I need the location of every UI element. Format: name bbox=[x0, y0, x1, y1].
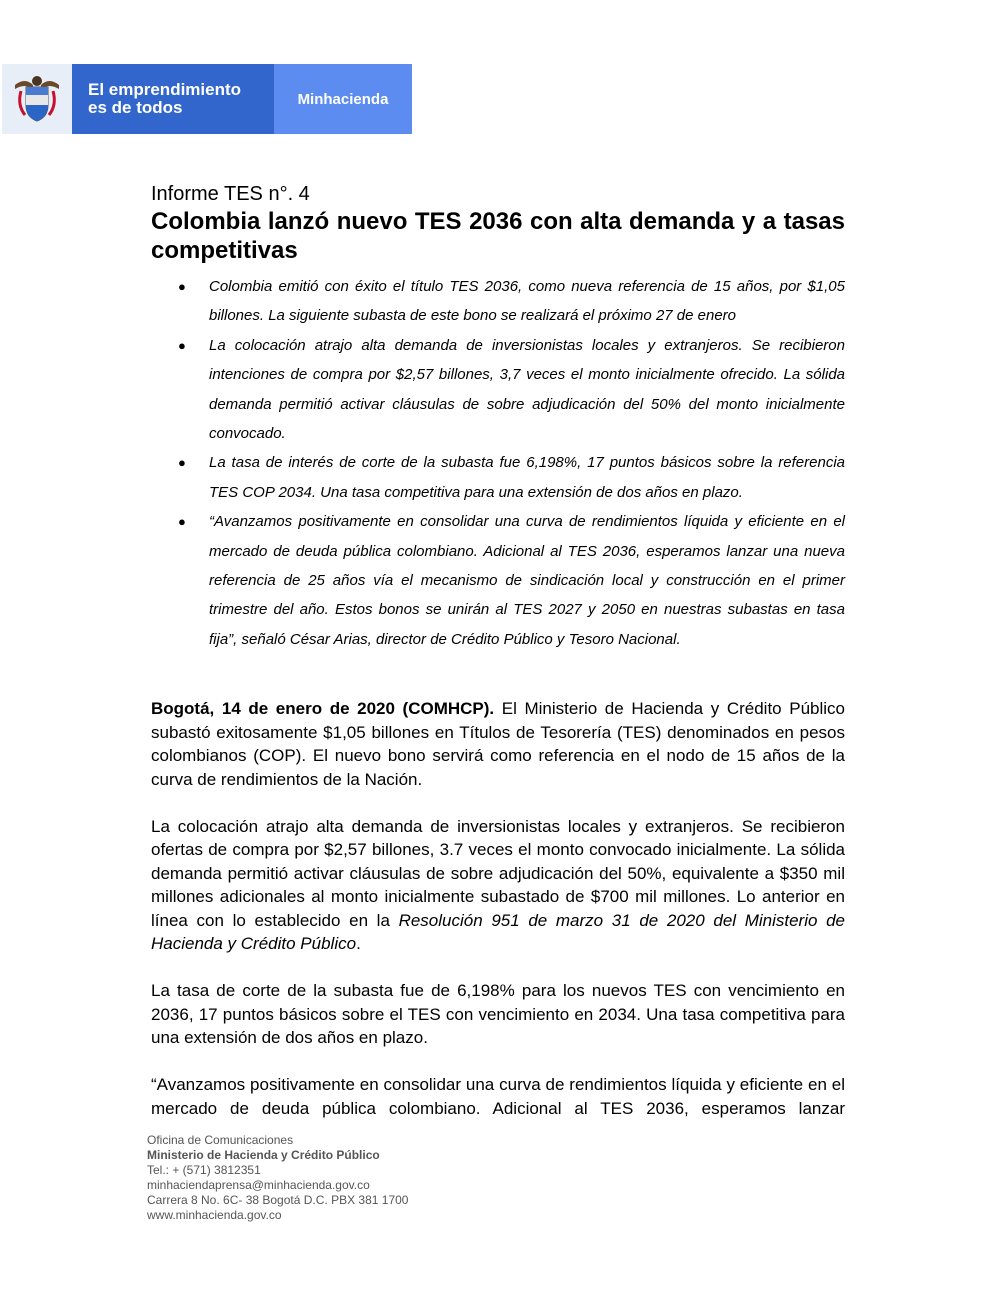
paragraph-1 bbox=[151, 697, 845, 791]
paragraph-2-text: La colocación atrajo alta demanda de inversionistas locales y extranjeros. Se recibieron ofertas de compra por $2,57 billones, 3.7 veces el monto convocado inicialmente. La sólida demanda permitió activar cláusulas de sobre adjudicación del 50%, equivalente a $350 mil millones adicionales al monto inicialmente subastado de $700 mil millones. Lo anterior en línea con lo establecido en la bbox=[151, 816, 845, 930]
slogan-banner bbox=[2, 64, 274, 134]
paragraph-4 bbox=[151, 1073, 845, 1120]
summary-item bbox=[151, 331, 845, 449]
summary-text: Colombia emitió con éxito el título TES 2036, como nueva referencia de 15 años, por $1,05 billones. La siguiente subasta de este bono se realizará el próximo 27 de enero bbox=[209, 278, 845, 325]
bullet-icon: ● bbox=[178, 337, 186, 353]
summary-text: La tasa de interés de corte de la subasta fue 6,198%, 17 puntos básicos sobre la referencia TES COP 2034. Una tasa competitiva para una extensión de dos años en plazo. bbox=[209, 454, 845, 501]
coat-of-arms-icon bbox=[11, 73, 63, 125]
footer-contact bbox=[147, 1133, 408, 1223]
summary-item bbox=[151, 272, 845, 331]
summary-text: “Avanzamos positivamente en consolidar una curva de rendimientos líquida y eficiente en el mercado de deuda pública colombiano. Adicional al TES 2036, esperamos lanzar una nueva referencia de 25 años vía el mecanismo de sindicación local y construcción en el primer trimestre del año. Estos bonos se unirán al TES 2027 y 2050 en nuestras subastas en tasa fija”, señaló César Arias, director de Crédito Público y Tesoro Nacional. bbox=[209, 513, 845, 648]
footer-phone: Tel.: + (571) 3812351 bbox=[147, 1163, 261, 1177]
footer-ministry: Ministerio de Hacienda y Crédito Público bbox=[147, 1148, 380, 1162]
footer-website: www.minhacienda.gov.co bbox=[147, 1208, 282, 1222]
ministry-logo: Minhacienda bbox=[274, 64, 412, 134]
footer-office: Oficina de Comunicaciones bbox=[147, 1133, 294, 1147]
summary-list bbox=[151, 272, 845, 654]
header-banner bbox=[2, 64, 412, 134]
summary-item bbox=[151, 448, 845, 507]
paragraph-2 bbox=[151, 815, 845, 956]
headline: Colombia lanzó nuevo TES 2036 con alta demanda y a tasas competitivas bbox=[151, 208, 845, 264]
summary-text: La colocación atrajo alta demanda de inversionistas locales y extranjeros. Se recibieron intenciones de compra por $2,57 billones, 3,7 veces el monto inicialmente ofrecido. La sólida demanda permitió activar cláusulas de sobre adjudicación del 50% del monto inicialmente convocado. bbox=[209, 336, 845, 443]
slogan-text bbox=[72, 81, 241, 117]
slogan-line-1: El emprendimiento bbox=[88, 80, 242, 99]
bullet-icon: ● bbox=[178, 279, 186, 294]
article-body bbox=[151, 697, 845, 1144]
footer-address: Carrera 8 No. 6C- 38 Bogotá D.C. PBX 381 1700 bbox=[147, 1193, 409, 1207]
slogan-line-2: es de todos bbox=[88, 98, 183, 117]
paragraph-2-end: . bbox=[356, 934, 361, 953]
resolution-reference: Resolución 951 de marzo 31 de 2020 del Ministerio de Hacienda y Crédito Público bbox=[151, 910, 845, 953]
coat-of-arms-logo bbox=[2, 64, 72, 134]
bullet-icon: ● bbox=[178, 514, 186, 530]
paragraph-1-text: El Ministerio de Hacienda y Crédito Público subastó exitosamente $1,05 billones en Títulos de Tesorería (TES) denominados en pesos colombianos (COP). El nuevo bono servirá como referencia en el nodo de 15 años de la curva de rendimientos de la Nación. bbox=[151, 699, 845, 789]
footer-email: minhaciendaprensa@minhacienda.gov.co bbox=[147, 1178, 370, 1192]
bullet-icon: ● bbox=[178, 455, 186, 471]
summary-item bbox=[151, 507, 845, 654]
report-number: Informe TES n°. 4 bbox=[151, 183, 310, 205]
dateline: Bogotá, 14 de enero de 2020 (COMHCP). bbox=[151, 699, 495, 718]
paragraph-3 bbox=[151, 979, 845, 1050]
paragraph-3-text: La tasa de corte de la subasta fue de 6,198% para los nuevos TES con vencimiento en 2036, 17 puntos básicos sobre el TES con vencimiento en 2034. Una tasa competitiva para una extensión de dos años en plazo. bbox=[151, 981, 845, 1047]
paragraph-4-text: “Avanzamos positivamente en consolidar una curva de rendimientos líquida y eficiente en el mercado de deuda pública colombiano. Adicional al TES 2036, esperamos lanzar bbox=[151, 1075, 845, 1118]
